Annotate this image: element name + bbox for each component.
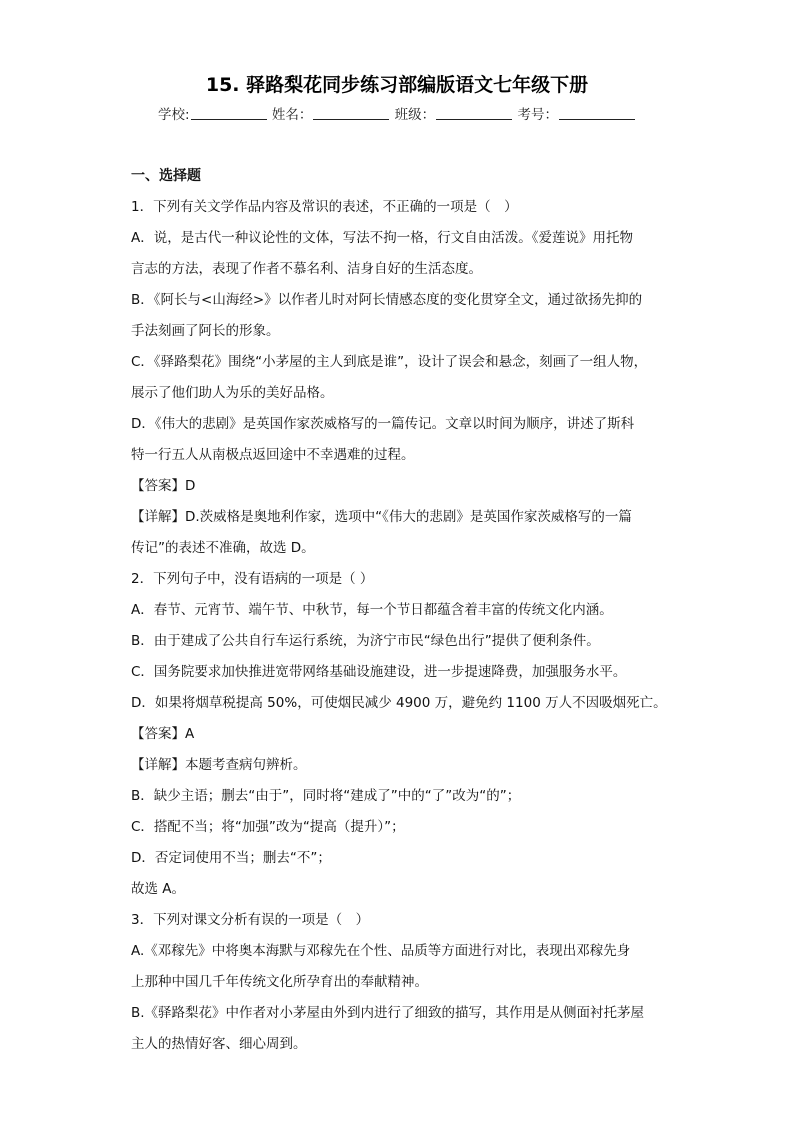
- text-line: 手法刻画了阿长的形象。: [131, 323, 280, 339]
- text-line: 故选 A。: [131, 881, 186, 897]
- text-line: 上那种中国几千年传统文化所孕育出的奉献精神。: [131, 974, 428, 990]
- text-line: 言志的方法，表现了作者不慕名利、洁身自好的生活态度。: [131, 261, 482, 277]
- class-label: 班级：: [394, 107, 436, 123]
- school-blank[interactable]: [191, 107, 267, 120]
- name-blank[interactable]: [313, 107, 389, 120]
- text-line: B．《阿长与<山海经>》以作者儿时对阿长情感态度的变化贯穿全文，通过欲扬先抑的: [131, 292, 643, 308]
- text-line: 【答案】A: [131, 726, 195, 742]
- text-line: C．《驿路梨花》围绕“小茅屋的主人到底是谁”，设计了误会和悬念，刻画了一组人物，: [131, 354, 648, 370]
- text-line: 传记”的表述不准确，故选 D。: [131, 540, 315, 556]
- text-line: 【详解】D.茨威格是奥地利作家，选项中“《伟大的悲剧》是英国作家茨威格写的一篇: [131, 509, 632, 525]
- text-line: C．国务院要求加快推进宽带网络基础设施建设，进一步提速降费，加强服务水平。: [131, 664, 627, 680]
- question-content: [131, 161, 671, 1060]
- page-title: 15. 驿路梨花同步练习部编版语文七年级下册: [205, 74, 589, 96]
- text-line: A．春节、元宵节、端午节、中秋节，每一个节日都蕴含着丰富的传统文化内涵。: [131, 602, 613, 618]
- text-line: 主人的热情好客、细心周到。: [131, 1036, 307, 1052]
- text-line: B．由于建成了公共自行车运行系统，为济宁市民“绿色出行”提供了便利条件。: [131, 633, 600, 649]
- text-line: 1．下列有关文学作品内容及常识的表述，不正确的一项是（ ）: [131, 199, 518, 215]
- text-line: A．说，是古代一种议论性的文体，写法不拘一格，行文自由活泼。《爱莲说》用托物: [131, 230, 633, 246]
- text-line: 特一行五人从南极点返回途中不幸遇难的过程。: [131, 447, 415, 463]
- text-line: A.《邓稼先》中将奥本海默与邓稼先在个性、品质等方面进行对比，表现出邓稼先身: [131, 943, 631, 959]
- question-lines: [131, 192, 671, 1060]
- text-line: 【答案】D: [131, 478, 196, 494]
- text-line: B.《驿路梨花》中作者对小茅屋由外到内进行了细致的描写，其作用是从侧面衬托茅屋: [131, 1005, 645, 1021]
- number-blank[interactable]: [559, 107, 635, 120]
- school-label: 学校:: [158, 107, 190, 123]
- class-blank[interactable]: [436, 107, 512, 120]
- text-line: B．缺少主语；删去“由于”，同时将“建成了”中的“了”改为“的”；: [131, 788, 521, 804]
- student-info-line: [0, 103, 794, 123]
- section-heading: 一、选择题: [131, 168, 201, 184]
- text-line: C．搭配不当；将“加强”改为“提高（提升）”；: [131, 819, 405, 835]
- text-line: 2．下列句子中，没有语病的一项是（ ）: [131, 571, 374, 587]
- number-label: 考号：: [517, 107, 558, 123]
- text-line: D．如果将烟草税提高 50%，可使烟民减少 4900 万，避免约 1100 万人不因吸烟死亡。: [131, 695, 667, 711]
- text-line: D．否定词使用不当；删去“不”；: [131, 850, 331, 866]
- text-line: 展示了他们助人为乐的美好品格。: [131, 385, 334, 401]
- name-label: 姓名：: [271, 107, 313, 123]
- text-line: D．《伟大的悲剧》是英国作家茨威格写的一篇传记。文章以时间为顺序，讲述了斯科: [131, 416, 635, 432]
- text-line: 【详解】本题考查病句辨析。: [131, 757, 307, 773]
- text-line: 3．下列对课文分析有误的一项是（ ）: [131, 912, 370, 928]
